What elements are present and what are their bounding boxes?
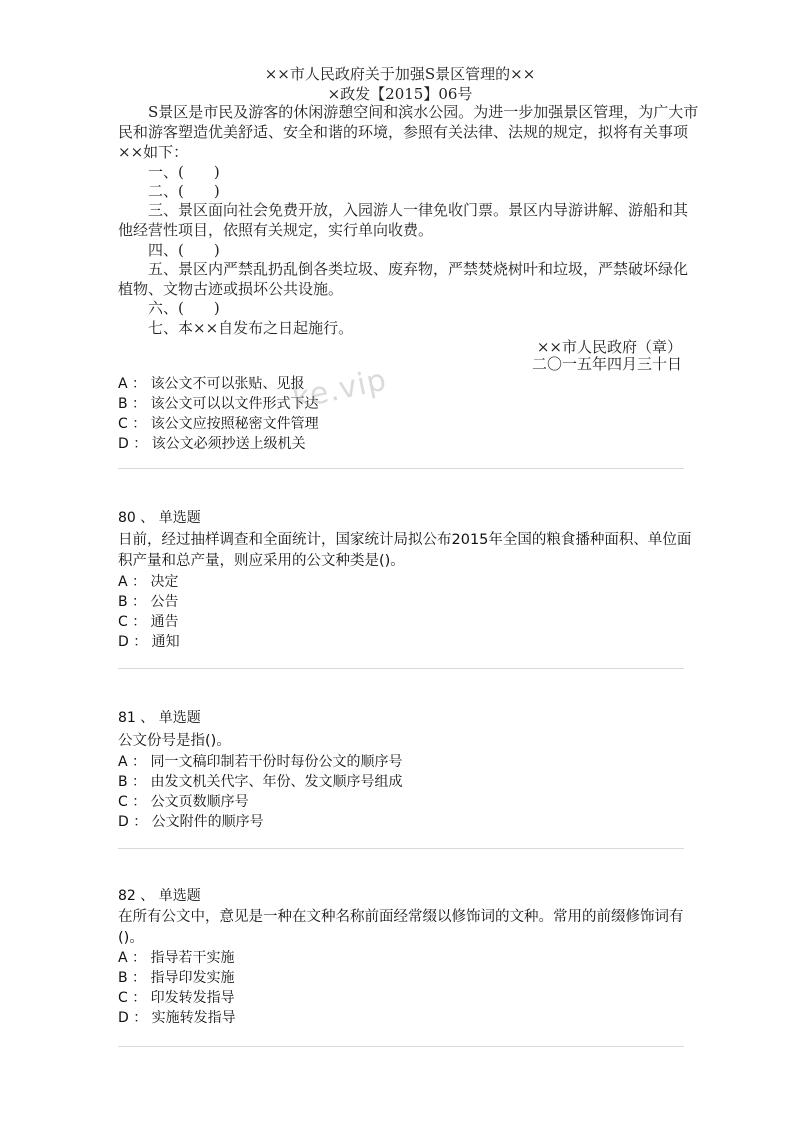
- divider: [118, 468, 684, 469]
- notice-item: 他经营性项目，依照有关规定，实行单向收费。: [118, 221, 434, 239]
- notice-item: 五、景区内严禁乱扔乱倒各类垃圾、废弃物，严禁焚烧树叶和垃圾，严禁破坏绿化: [148, 260, 689, 278]
- divider: [118, 848, 684, 849]
- q81-option-c[interactable]: C ： 公文页数顺序号: [118, 794, 249, 810]
- q81-text: 公文份号是指()。: [118, 733, 231, 749]
- q80-option-a[interactable]: A ： 决定: [118, 574, 179, 590]
- notice-date: 二〇一五年四月三十日: [531, 355, 682, 373]
- q82-option-b[interactable]: B ： 指导印发实施: [118, 970, 235, 986]
- notice-item: 一、( ): [148, 163, 220, 181]
- q79-option-c[interactable]: C ： 该公文应按照秘密文件管理: [118, 416, 319, 432]
- q79-option-b[interactable]: B ： 该公文可以以文件形式下达: [118, 396, 319, 412]
- q81-option-a[interactable]: A ： 同一文稿印制若干份时每份公文的顺序号: [118, 754, 403, 770]
- notice-scan: [0, 0, 800, 373]
- q80-header: 80 、 单选题: [118, 510, 201, 526]
- notice-intro-line: 民和游客塑造优美舒适、安全和谐的环境，参照有关法律、法规的规定，拟将有关事项: [118, 123, 689, 141]
- q82-text: 在所有公文中，意见是一种在文种名称前面经常缀以修饰词的文种。常用的前缀修饰词有()。: [118, 909, 684, 946]
- q82-option-c[interactable]: C ： 印发转发指导: [118, 990, 235, 1006]
- notice-item: 三、景区面向社会免费开放，入园游人一律免收门票。景区内导游讲解、游船和其: [148, 201, 689, 219]
- divider: [118, 668, 684, 669]
- q82-header: 82 、 单选题: [118, 888, 201, 904]
- q80-text: 日前，经过抽样调查和全面统计，国家统计局拟公布2015年全国的粮食播种面积、单位面积产量和总产量，则应采用的公文种类是()。: [118, 532, 692, 569]
- q81-option-d[interactable]: D ： 公文附件的顺序号: [118, 814, 264, 830]
- notice-item: 六、( ): [148, 299, 220, 317]
- q79-option-d[interactable]: D ： 该公文必须抄送上级机关: [118, 436, 306, 452]
- q80-option-c[interactable]: C ： 通告: [118, 614, 179, 630]
- notice-item: 二、( ): [148, 182, 220, 200]
- notice-item: 植物、文物古迹或损坏公共设施。: [118, 280, 344, 298]
- q80-option-b[interactable]: B ： 公告: [118, 594, 179, 610]
- notice-doc-number: ×政发【2015】06号: [327, 85, 473, 103]
- notice-item: 七、本××自发布之日起施行。: [148, 319, 354, 337]
- q81-header: 81 、 单选题: [118, 710, 201, 726]
- q81-option-b[interactable]: B ： 由发文机关代字、年份、发文顺序号组成: [118, 774, 403, 790]
- notice-title: ××市人民政府关于加强S景区管理的××: [264, 65, 536, 83]
- notice-signature: ××市人民政府（章）: [536, 338, 682, 356]
- q82-option-d[interactable]: D ： 实施转发指导: [118, 1010, 236, 1026]
- notice-item: 四、( ): [148, 241, 220, 259]
- watermark: ke.vip: [289, 362, 391, 417]
- notice-intro-line: ××如下：: [118, 143, 189, 161]
- q82-option-a[interactable]: A ： 指导若干实施: [118, 950, 235, 966]
- q79-option-a[interactable]: A ： 该公文不可以张贴、见报: [118, 376, 305, 392]
- notice-intro-line: S景区是市民及游客的休闲游憩空间和滨水公园。为进一步加强景区管理，为广大市: [148, 103, 699, 121]
- q80-option-d[interactable]: D ： 通知: [118, 634, 180, 650]
- divider: [118, 1046, 684, 1047]
